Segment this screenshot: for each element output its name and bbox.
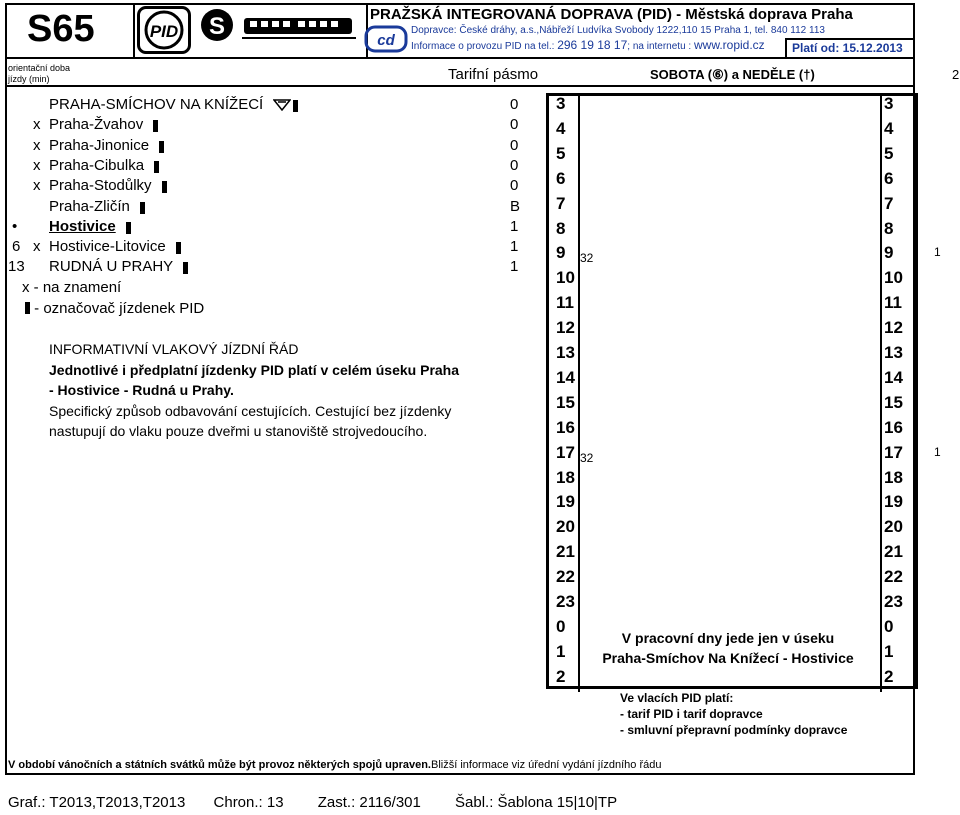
hour-label-right: 18 [884, 468, 903, 487]
line-number: S65 [27, 8, 95, 50]
hour-label-left: 6 [556, 169, 566, 188]
hour-cell-divider [578, 119, 580, 144]
stop-row [0, 96, 540, 116]
train-icon [240, 14, 358, 42]
stop-name: Praha-Jinonice [49, 137, 150, 154]
svg-text:PID: PID [149, 22, 179, 41]
header-divider [5, 57, 915, 59]
hour-label-left: 2 [556, 667, 566, 686]
stop-row [0, 177, 540, 197]
hour-label-right: 4 [884, 119, 894, 138]
legend-request-stop [22, 279, 121, 296]
fare-zone-label: Tarifní pásmo [448, 66, 539, 83]
hour-cell-divider-right [880, 268, 882, 293]
hour-label-right: 12 [884, 318, 903, 337]
hour-label-right: 22 [884, 567, 903, 586]
stop-name: Praha-Zličín [49, 198, 130, 215]
tram-and-validator-icon [273, 98, 298, 115]
validator-icon [151, 139, 164, 156]
footer-graf: Graf.: T2013,T2013,T2013 [8, 794, 186, 811]
stop-fare-zone: 1 [510, 238, 519, 255]
info-mid: ; na internetu : [627, 41, 692, 52]
hour-cell-divider-right [880, 119, 882, 144]
hour-cell-divider-right [880, 667, 882, 692]
hour-cell-divider [578, 567, 580, 592]
weekday-note-line-1: V pracovní dny jede jen v úseku [621, 630, 835, 646]
hour-label-left: 1 [556, 642, 566, 661]
timetable-grid [546, 93, 918, 689]
hour-cell-divider-right [880, 94, 882, 119]
stop-travel-time: 6 [12, 238, 21, 255]
hour-label-right: 11 [884, 293, 902, 312]
hour-label-left: 8 [556, 219, 566, 238]
pid-logo [137, 6, 191, 54]
stop-name: Praha-Stodůlky [49, 177, 152, 194]
hour-cell-divider-right [880, 592, 882, 617]
tariff-heading: Ve vlacích PID platí: [620, 691, 734, 705]
stop-travel-time: 13 [8, 258, 25, 275]
validator-icon [154, 179, 167, 196]
hour-label-left: 15 [556, 393, 575, 412]
validator-icon [145, 118, 158, 135]
stop-name: Praha-Žvahov [49, 116, 144, 133]
hour-cell-divider [578, 144, 580, 169]
footer [8, 794, 617, 811]
hour-cell-divider [578, 418, 580, 443]
cd-logo [364, 24, 408, 54]
hour-cell-divider-right [880, 418, 882, 443]
service-days-label: SOBOTA (⑥) a NEDĚLE (†) [650, 67, 815, 82]
hour-cell-divider [578, 642, 580, 667]
hour-label-left: 21 [556, 542, 575, 561]
stop-name: Hostivice [49, 218, 116, 235]
hour-label-right: 5 [884, 144, 894, 163]
hour-label-left: 9 [556, 243, 566, 262]
stop-row [0, 238, 540, 258]
stop-request-mark: x [33, 157, 41, 174]
page-title: PRAŽSKÁ INTEGROVANÁ DOPRAVA (PID) - Městská doprava Praha [370, 6, 853, 23]
footer-chron: Chron.: 13 [213, 794, 284, 811]
tariff-line-1: - tarif PID i tarif dopravce [620, 707, 763, 721]
hour-cell-divider [578, 542, 580, 567]
valid-from: Platí od: 15.12.2013 [785, 38, 915, 57]
hour-cell-divider-right [880, 468, 882, 493]
hour-label-right: 20 [884, 517, 903, 536]
hour-label-right: 21 [884, 542, 903, 561]
stop-fare-zone: 0 [510, 137, 519, 154]
hour-cell-divider [578, 492, 580, 517]
weekday-note-line-2: Praha-Smíchov Na Knížecí - Hostivice [602, 650, 854, 666]
hour-cell-divider [578, 219, 580, 244]
hour-label-left: 10 [556, 268, 575, 287]
hour-label-left: 4 [556, 119, 566, 138]
hour-label-left: 16 [556, 418, 575, 437]
hour-label-left: 0 [556, 617, 566, 636]
hour-label-right: 0 [884, 617, 894, 636]
stop-row [0, 137, 540, 157]
stop-request-mark: x [33, 116, 41, 133]
stop-fare-zone: 1 [510, 258, 519, 275]
validator-icon [25, 302, 30, 314]
line-number-divider [133, 3, 135, 58]
tariff-line-2: - smluvní přepravní podmínky dopravce [620, 723, 848, 737]
stop-row [0, 218, 540, 238]
hour-cell-divider [578, 293, 580, 318]
hour-label-left: 23 [556, 592, 575, 611]
hour-cell-divider [578, 268, 580, 293]
hour-label-right: 2 [884, 667, 894, 686]
hour-label-right: 14 [884, 368, 903, 387]
hour-label-left: 20 [556, 517, 575, 536]
stop-fare-zone: B [510, 198, 521, 215]
hour-label-right: 13 [884, 343, 903, 362]
hour-cell-divider-right [880, 617, 882, 642]
hour-cell-divider-right [880, 169, 882, 194]
holiday-note-plain: Bližší informace viz úřední vydání jízdního řádu [430, 759, 662, 771]
stop-fare-zone: 0 [510, 96, 519, 113]
stop-travel-time: • [12, 218, 18, 235]
hour-cell-divider-right [880, 144, 882, 169]
stop-row [0, 157, 540, 177]
stop-fare-zone: 0 [510, 177, 519, 194]
hour-cell-divider [578, 468, 580, 493]
stop-row [0, 258, 540, 278]
s-train-logo [200, 8, 234, 42]
svg-text:cd: cd [377, 32, 395, 49]
hour-label-left: 14 [556, 368, 575, 387]
contact-info [411, 38, 765, 52]
hour-label-right: 17 [884, 443, 903, 462]
carrier-info: Dopravce: České dráhy, a.s.,Nábřeží Ludvíka Svobody 1222,110 15 Praha 1, tel. 840 112 113 [411, 25, 825, 36]
hour-cell-divider-right [880, 642, 882, 667]
hour-label-right: 10 [884, 268, 903, 287]
validator-icon [146, 159, 159, 176]
hour-cell-divider-right [880, 443, 882, 468]
hour-label-right: 9 [884, 243, 894, 262]
stop-name: RUDNÁ U PRAHY [49, 258, 174, 275]
info-web: www.ropid.cz [693, 38, 765, 52]
validator-icon [118, 220, 131, 237]
departure-minute: 32 [580, 451, 594, 465]
departure-minute: 32 [580, 251, 594, 265]
legend-validator-symbol: - [34, 300, 40, 317]
hour-cell-divider-right [880, 243, 882, 268]
stop-row [0, 198, 540, 218]
stop-request-mark: x [33, 177, 41, 194]
holiday-note-bold: V období vánočních a státních svátků může být provoz některých spojů upraven. [8, 759, 431, 771]
hour-cell-divider-right [880, 343, 882, 368]
info-heading: INFORMATIVNÍ VLAKOVÝ JÍZDNÍ ŘÁD [49, 341, 299, 357]
hour-cell-divider [578, 393, 580, 418]
hour-cell-divider-right [880, 219, 882, 244]
hour-label-left: 19 [556, 492, 575, 511]
hour-label-right: 8 [884, 219, 894, 238]
stop-row [0, 116, 540, 136]
stop-fare-zone: 1 [510, 218, 519, 235]
hour-cell-divider [578, 592, 580, 617]
hour-label-left: 11 [556, 293, 574, 312]
right-note-value: 1 [934, 245, 941, 259]
stop-request-mark: x [33, 137, 41, 154]
hour-cell-divider [578, 94, 580, 119]
holiday-note [8, 759, 662, 771]
hour-cell-divider-right [880, 492, 882, 517]
stop-fare-zone: 0 [510, 157, 519, 174]
page-number: 2 [952, 67, 960, 82]
stop-request-mark: x [33, 238, 41, 255]
validator-icon [132, 200, 145, 217]
hour-label-right: 19 [884, 492, 903, 511]
info-phone: 296 19 18 17 [557, 38, 628, 52]
hour-label-right: 6 [884, 169, 894, 188]
hour-cell-divider-right [880, 368, 882, 393]
stop-name: Praha-Cibulka [49, 157, 145, 174]
weekday-note [586, 628, 870, 672]
info-bold-2: - Hostivice - Rudná u Prahy. [49, 382, 234, 398]
hour-label-right: 16 [884, 418, 903, 437]
hour-cell-divider-right [880, 194, 882, 219]
validator-icon [175, 260, 188, 277]
hour-label-right: 7 [884, 194, 894, 213]
info-bold-1: Jednotlivé i předplatní jízdenky PID platí v celém úseku Praha [49, 362, 460, 378]
hour-cell-divider [578, 368, 580, 393]
svg-text:S: S [208, 13, 226, 40]
legend-validator [25, 300, 204, 317]
hour-cell-divider [578, 343, 580, 368]
tariff-notes [620, 690, 847, 738]
hour-label-left: 5 [556, 144, 566, 163]
hour-cell-divider [578, 169, 580, 194]
hour-label-right: 1 [884, 642, 894, 661]
hour-label-right: 23 [884, 592, 903, 611]
hour-label-left: 7 [556, 194, 566, 213]
hour-cell-divider-right [880, 567, 882, 592]
column-header-divider [5, 85, 915, 87]
hour-cell-divider-right [880, 542, 882, 567]
right-note-value: 1 [934, 445, 941, 459]
hour-cell-divider [578, 194, 580, 219]
hour-label-left: 18 [556, 468, 575, 487]
hour-cell-divider [578, 517, 580, 542]
info-prefix: Informace o provozu PID na tel.: [411, 41, 555, 52]
stop-name: Hostivice-Litovice [49, 238, 166, 255]
stop-fare-zone: 0 [510, 116, 519, 133]
hour-label-left: 3 [556, 94, 566, 113]
stop-name: PRAHA-SMÍCHOV NA KNÍŽECÍ [49, 96, 264, 113]
hour-cell-divider [578, 318, 580, 343]
legend-x-symbol: x - [22, 279, 39, 296]
hour-cell-divider-right [880, 318, 882, 343]
hour-cell-divider-right [880, 517, 882, 542]
hour-label-left: 12 [556, 318, 575, 337]
validator-icon [168, 240, 181, 257]
hour-cell-divider [578, 617, 580, 642]
hour-label-left: 13 [556, 343, 575, 362]
hour-cell-divider-right [880, 393, 882, 418]
info-plain-1: Specifický způsob odbavování cestujících. Cestující bez jízdenky [49, 403, 452, 419]
hour-label-right: 3 [884, 94, 894, 113]
hour-label-left: 17 [556, 443, 575, 462]
hour-cell-divider-right [880, 293, 882, 318]
hour-label-left: 22 [556, 567, 575, 586]
footer-zast: Zast.: 2116/301 [317, 794, 421, 811]
legend-x-text: na znamení [42, 279, 122, 296]
hour-cell-divider [578, 667, 580, 692]
footer-sabl: Šabl.: Šablona 15|10|TP [455, 794, 618, 811]
travel-time-label: orientační doba jízdy (min) [8, 63, 71, 84]
legend-validator-text: označovač jízdenek PID [43, 300, 205, 317]
info-plain-2: nastupují do vlaku pouze dveřmi u stanoviště strojvedoucího. [49, 423, 428, 439]
hour-label-right: 15 [884, 393, 903, 412]
